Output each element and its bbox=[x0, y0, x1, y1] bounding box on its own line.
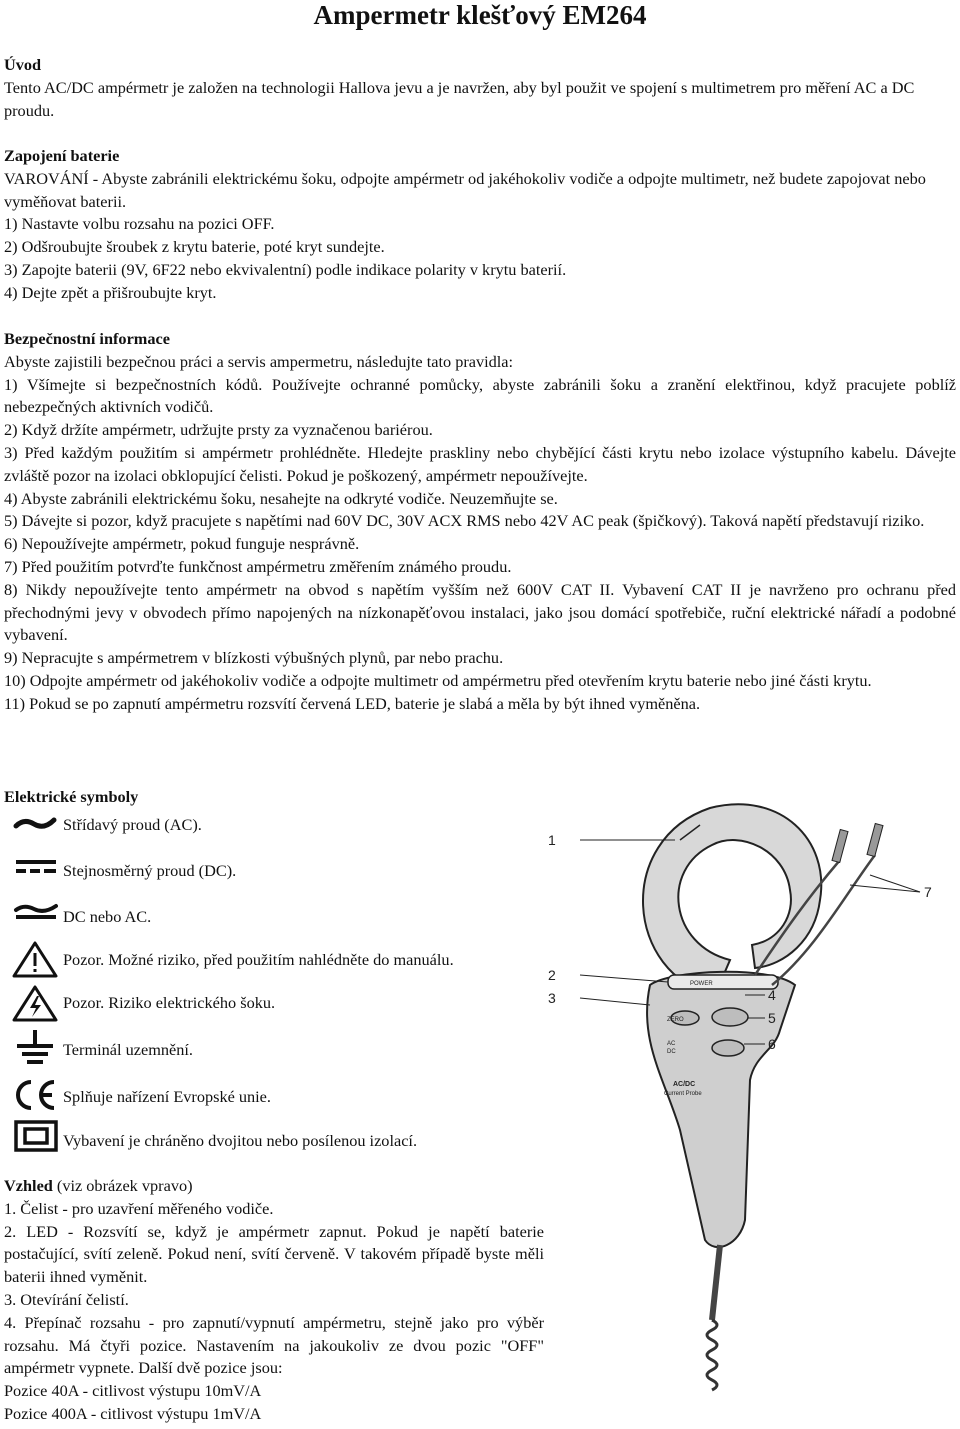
battery-step: 1) Nastavte volbu rozsahu na pozici OFF. bbox=[4, 214, 275, 234]
symbol-text: Střídavý proud (AC). bbox=[63, 815, 202, 834]
symbol-row-dc bbox=[4, 852, 544, 892]
symbol-text: Pozor. Možné riziko, před použitím nahlédněte do manuálu. bbox=[63, 950, 454, 969]
clamp-meter-illustration bbox=[580, 804, 920, 1390]
callout-label: 7 bbox=[924, 884, 932, 900]
symbol-row-shock bbox=[4, 984, 544, 1024]
safety-rule: 3) Před každým použitím si ampérmetr prohlédněte. Hledejte praskliny nebo chybějící části krytu nebo izolace výstupního kabelu. Dávejte zvláště pozor na izolaci obklopující čelisti. Pokud je poškozený, ampérmetr nepoužívejte. bbox=[4, 442, 956, 485]
battery-step: 3) Zapojte baterii (9V, 6F22 nebo ekvivalentní) podle indikace polarity v krytu baterií. bbox=[4, 259, 567, 279]
safety-heading: Bezpečnostní informace bbox=[4, 329, 170, 348]
symbols-heading: Elektrické symboly bbox=[4, 787, 139, 806]
symbol-row-insulation bbox=[4, 1118, 544, 1158]
safety-section bbox=[4, 328, 956, 716]
caution-triangle-icon bbox=[8, 940, 58, 980]
zero-label: ZERO bbox=[667, 1017, 684, 1023]
safety-rule: 6) Nepoužívejte ampérmetr, pokud funguje nesprávně. bbox=[4, 534, 360, 554]
ce-mark-icon bbox=[8, 1076, 58, 1116]
symbol-text: Terminál uzemnění. bbox=[63, 1040, 193, 1059]
model-label: AC/DC bbox=[673, 1081, 696, 1088]
safety-lead: Abyste zajistili bezpečnou práci a servis ampermetru, následujte tato pravidla: bbox=[4, 351, 514, 371]
appearance-heading-note: (viz obrázek vpravo) bbox=[52, 1176, 193, 1195]
appearance-section bbox=[4, 1175, 544, 1426]
clamp-meter-figure bbox=[540, 800, 960, 1425]
appearance-heading: Vzhled bbox=[4, 1176, 53, 1195]
safety-rule: 9) Nepracujte s ampérmetrem v blízkosti výbušných plynů, par nebo prachu. bbox=[4, 648, 504, 668]
safety-rule: 11) Pokud se po zapnutí ampérmetru rozsvítí červená LED, baterie je slabá a měla by být ihned vyměněna. bbox=[4, 693, 701, 713]
battery-heading: Zapojení baterie bbox=[4, 146, 120, 165]
symbol-text: Vybavení je chráněno dvojitou nebo posílenou izolací. bbox=[63, 1131, 418, 1150]
appearance-item: 1. Čelist - pro uzavření měřeného vodiče. bbox=[4, 1198, 274, 1218]
symbol-row-caution bbox=[4, 940, 544, 980]
symbol-text: DC nebo AC. bbox=[63, 907, 152, 926]
symbol-text: Stejnosměrný proud (DC). bbox=[63, 861, 237, 880]
ac-wave-icon bbox=[8, 806, 58, 846]
intro-text: Tento AC/DC ampérmetr je založen na technologii Hallova jevu a je navržen, aby byl použit ve spojení s multimetrem pro měření AC a DC proudu. bbox=[4, 77, 915, 120]
callout-label: 2 bbox=[548, 967, 556, 983]
battery-step: 4) Dejte zpět a přišroubujte kryt. bbox=[4, 282, 217, 302]
appearance-item: 4. Přepínač rozsahu - pro zapnutí/vypnutí ampérmetru, stejně jako pro výběr rozsahu. Má čtyři pozice. Nastavením na jakoukoliv ze dvou pozic "OFF" ampérmetr vypnete. Další dvě pozice jsou: bbox=[4, 1312, 544, 1378]
safety-rule: 10) Odpojte ampérmetr od jakéhokoliv vodiče a odpojte multimetr od ampérmetru před otevřením krytu baterie nebo jiné části krytu. bbox=[4, 670, 872, 690]
safety-rule: 4) Abyste zabránili elektrickému šoku, nesahejte na odkryté vodiče. Neuzemňujte se. bbox=[4, 488, 558, 508]
symbol-row-acdc bbox=[4, 898, 544, 938]
callout-label: 6 bbox=[768, 1036, 776, 1052]
symbol-text: Pozor. Riziko elektrického šoku. bbox=[63, 993, 276, 1012]
battery-step: 2) Odšroubujte šroubek z krytu baterie, poté kryt sundejte. bbox=[4, 237, 385, 257]
callout-label: 1 bbox=[548, 832, 556, 848]
callout-label: 3 bbox=[548, 990, 556, 1006]
ac-dc-icon bbox=[8, 898, 58, 938]
battery-section bbox=[4, 145, 956, 305]
double-insulation-icon bbox=[8, 1118, 58, 1158]
battery-warning: VAROVÁNÍ - Abyste zabránili elektrickému šoku, odpojte ampérmetr od jakéhokoliv vodiče a odpojte multimetr, než budete zapojovat nebo vyměňovat baterii. bbox=[4, 168, 926, 211]
symbol-row-ground bbox=[4, 1028, 544, 1068]
ac-label: AC bbox=[667, 1041, 676, 1047]
power-label: POWER bbox=[690, 981, 713, 987]
callout-label: 5 bbox=[768, 1010, 776, 1026]
symbol-row-ce bbox=[4, 1076, 544, 1116]
appearance-item: 2. LED - Rozsvítí se, když je ampérmetr zapnut. Pokud je napětí baterie postačující, svítí zeleně. Pokud není, svítí červeně. V takovém případě byste měli baterii ihned vyměnit. bbox=[4, 1221, 544, 1287]
model-sub-label: Current Probe bbox=[664, 1091, 702, 1097]
symbol-text: Splňuje nařízení Evropské unie. bbox=[63, 1087, 271, 1106]
symbol-row-ac bbox=[4, 806, 544, 846]
appearance-heading-line bbox=[4, 1175, 544, 1198]
intro-heading: Úvod bbox=[4, 55, 42, 74]
safety-rule: 7) Před použitím potvrďte funkčnost ampérmetru změřením známého proudu. bbox=[4, 556, 512, 576]
safety-rule: 2) Když držíte ampérmetr, udržujte prsty za vyznačenou bariérou. bbox=[4, 420, 433, 440]
appearance-item: Pozice 40A - citlivost výstupu 10mV/A bbox=[4, 1381, 262, 1401]
appearance-item: 3. Otevírání čelistí. bbox=[4, 1289, 129, 1309]
dc-label: DC bbox=[667, 1049, 676, 1055]
page-title: Ampermetr klešťový EM264 bbox=[313, 0, 647, 30]
ground-terminal-icon bbox=[8, 1028, 58, 1068]
safety-rule: 5) Dávejte si pozor, když pracujete s napětími nad 60V DC, 30V ACX RMS nebo 42V AC peak (špičkový). Taková napětí představují riziko. bbox=[4, 511, 925, 531]
safety-rule: 8) Nikdy nepoužívejte tento ampérmetr na obvod s napětím vyšším než 600V CAT II. Vybavení CAT II je navrženo pro ochranu před přechodnými jevy v obvodech přímo napojených na nízkonapěťovou instalaci, jako jsou domácí spotřebiče, ruční elektrické nářadí a podobné vybavení. bbox=[4, 579, 956, 645]
dc-lines-icon bbox=[8, 852, 58, 892]
safety-rule: 1) Všímejte si bezpečnostních kódů. Používejte ochranné pomůcky, abyste zabránili šoku a zranění elektřinou, když pracujete poblíž nebezpečných aktivních vodičů. bbox=[4, 374, 956, 417]
callout-label: 4 bbox=[768, 987, 776, 1003]
shock-hazard-icon bbox=[8, 984, 58, 1024]
intro-section bbox=[4, 54, 956, 122]
appearance-item: Pozice 400A - citlivost výstupu 1mV/A bbox=[4, 1403, 262, 1423]
